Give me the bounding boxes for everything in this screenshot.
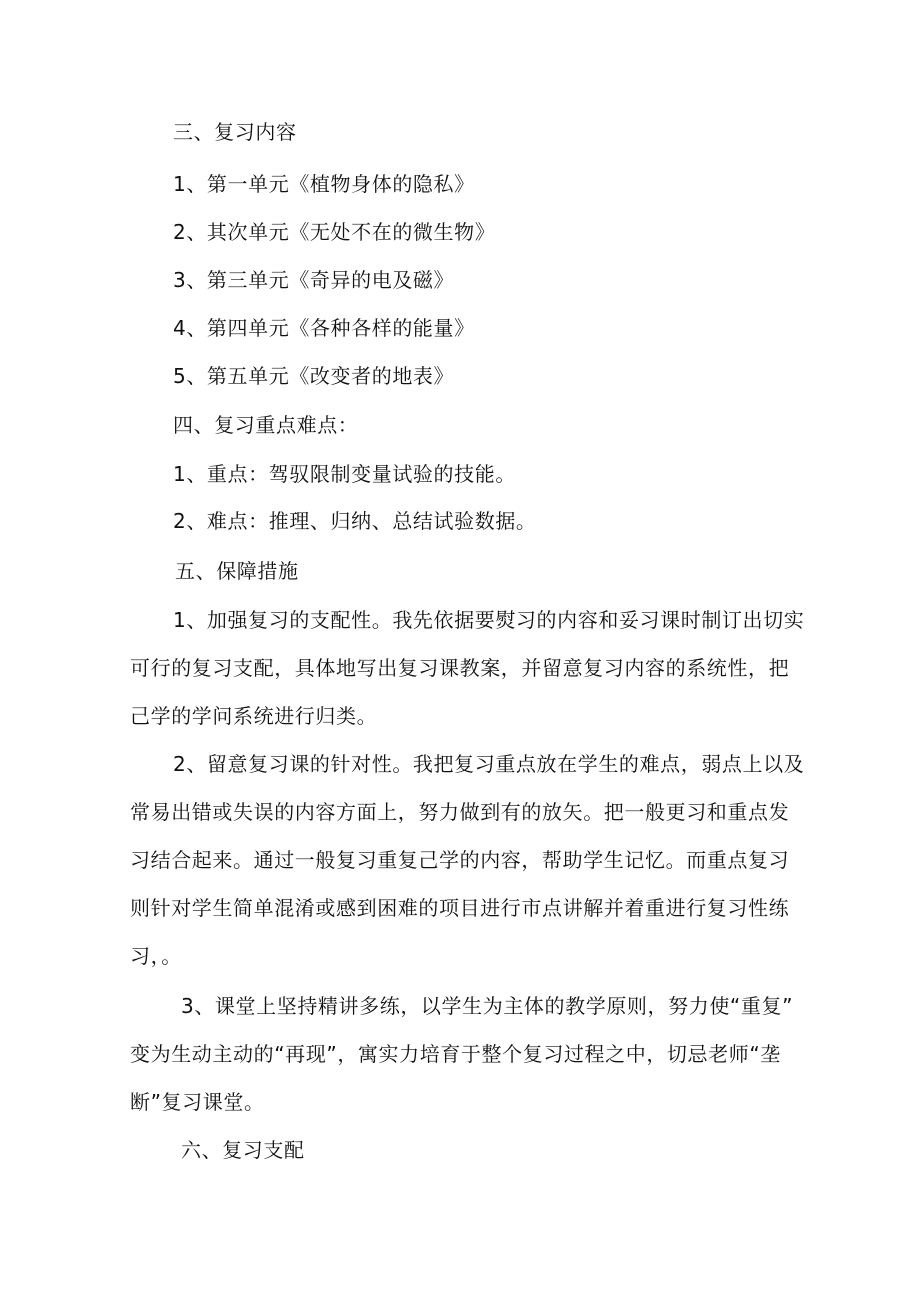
paragraph-1-line-1: 1、加强复习的支配性。我先依据要熨习的内容和妥习课时制订出切实	[173, 608, 805, 632]
section-3-heading: 三、复习内容	[173, 120, 297, 144]
paragraph-2-line-2: 常易出错或失误的内容方面上，努力做到有的放矢。把一般更习和重点发	[130, 800, 790, 824]
section-5-paragraph-2	[130, 740, 804, 980]
paragraph-1-line-3: 己学的学问系统进行归类。	[130, 704, 378, 728]
paragraph-3-line-2: 变为生动主动的“再现”，寓实力培育于整个复习过程之中，切忌老师“垄	[130, 1042, 781, 1066]
section-4-heading: 四、复习重点难点：	[173, 413, 359, 437]
section-4-item-1: 1、重点：驾驭限制变量试验的技能。	[173, 462, 516, 486]
paragraph-3-line-1: 3、课堂上坚持精讲多练，以学生为主体的教学原则，努力使“重复”	[181, 994, 794, 1018]
section-6-heading: 六、复习支配	[181, 1138, 305, 1162]
paragraph-2-line-5: 习，。	[130, 944, 182, 968]
paragraph-2-line-4: 则针对学生简单混淆或感到困难的项目进行市点讲解并着重进行复习性练	[130, 896, 790, 920]
section-3-item-1: 1、第一单元《植物身体的隐私》	[173, 172, 475, 196]
section-3-item-3: 3、第三单元《奇异的电及磁》	[173, 268, 455, 292]
section-5-heading: 五、保障措施	[175, 559, 299, 583]
paragraph-3-line-3: 断”复习课堂。	[130, 1090, 265, 1114]
paragraph-2-line-1: 2、留意复习课的针对性。我把复习重点放在学生的难点，弱点上以及	[173, 752, 805, 776]
section-4-item-2: 2、难点：推理、归纳、总结试验数据。	[173, 509, 537, 533]
paragraph-2-line-3: 习结合起来。通过一般复习重复己学的内容，帮助学生记忆。而重点复习	[130, 848, 790, 872]
paragraph-1-line-2: 可行的复习支配，具体地写出复习课教案，并留意复习内容的系统性，把	[130, 656, 790, 680]
section-5-paragraph-1	[130, 596, 804, 740]
section-3-item-5: 5、第五单元《改变者的地表》	[173, 364, 455, 388]
section-3-item-2: 2、其次单元《无处不在的微生物》	[173, 220, 496, 244]
section-5-paragraph-3	[130, 982, 793, 1126]
section-3-item-4: 4、第四单元《各种各样的能量》	[173, 316, 475, 340]
